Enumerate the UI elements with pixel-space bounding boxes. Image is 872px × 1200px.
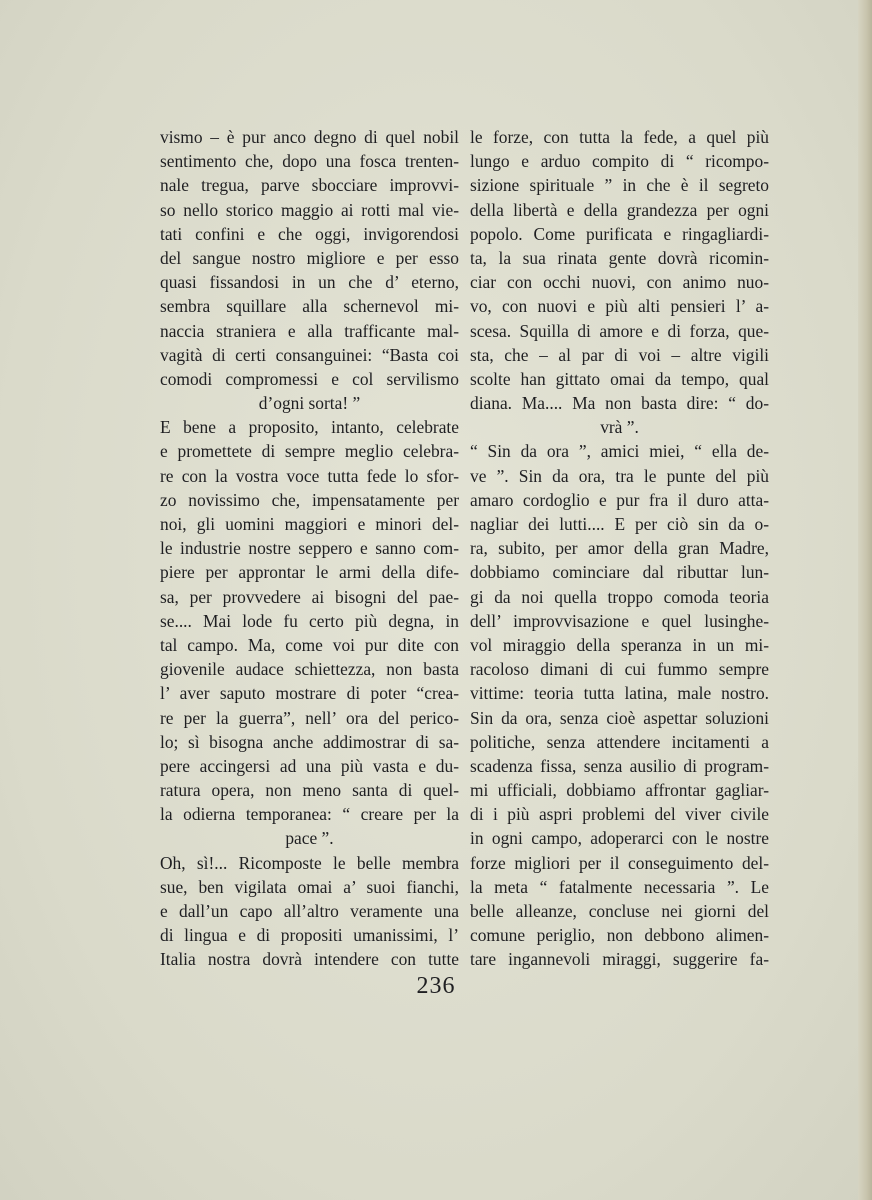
right-text-column bbox=[470, 125, 769, 972]
text-line: vo, con nuovi e più alti pensieri l’ a- bbox=[470, 296, 769, 317]
text-line: amaro cordoglio e pur fra il duro atta- bbox=[470, 489, 769, 510]
text-line: zo novissimo che, impensatamente per bbox=[160, 489, 459, 510]
text-line: l’ aver saputo mostrare di poter “crea- bbox=[160, 683, 459, 704]
text-line: tal campo. Ma, come voi pur dite con bbox=[160, 634, 459, 655]
text-line: ra, subito, per amor della gran Madre, bbox=[470, 538, 769, 559]
text-line: sizione spirituale ” in che è il segreto bbox=[470, 175, 769, 196]
text-line: le industrie nostre seppero e sanno com- bbox=[160, 538, 459, 559]
text-line: Sin da ora, senza cioè aspettar soluzioni bbox=[470, 707, 769, 728]
text-line: vittime: teoria tutta latina, male nostro. bbox=[470, 683, 769, 704]
text-line: mi ufficiali, dobbiamo affrontar gagliar- bbox=[470, 780, 769, 801]
text-line: ta, la sua rinata gente dovrà ricomin- bbox=[470, 247, 769, 268]
text-line: le forze, con tutta la fede, a quel più bbox=[470, 127, 769, 147]
text-line: ve ”. Sin da ora, tra le punte del più bbox=[470, 465, 769, 486]
text-line: dobbiamo cominciare dal ributtar lun- bbox=[470, 562, 769, 583]
text-line: vagità di certi consanguinei: “Basta coi bbox=[160, 344, 459, 365]
left-text-column bbox=[160, 125, 459, 972]
text-line: naccia straniera e alla trafficante mal- bbox=[160, 320, 459, 341]
text-line: la meta “ fatalmente necessaria ”. Le bbox=[470, 876, 769, 897]
text-line: giovenile audace schiettezza, non basta bbox=[160, 659, 459, 680]
text-line: sue, ben vigilata omai a’ suoi fianchi, bbox=[160, 876, 459, 897]
text-line: quasi fissandosi in un che d’ eterno, bbox=[160, 272, 459, 293]
text-line: del sangue nostro migliore e per esso bbox=[160, 247, 459, 268]
page-edge bbox=[858, 0, 872, 1200]
text-line: d’ogni sorta! ” bbox=[258, 393, 361, 414]
text-line: re per la guerra”, nell’ ora del perico- bbox=[160, 707, 459, 728]
text-line: sentimento che, dopo una fosca trenten- bbox=[160, 151, 459, 172]
text-line: comodi compromessi e col servilismo bbox=[160, 368, 459, 389]
text-line: racoloso dimani di cui fummo sempre bbox=[470, 659, 769, 680]
text-line: di i più aspri problemi del viver civile bbox=[470, 804, 769, 825]
text-line: vol miraggio della speranza in un mi- bbox=[470, 634, 769, 655]
text-line: comune periglio, non debbono alimen- bbox=[470, 925, 769, 946]
text-line: Italia nostra dovrà intendere con tutte bbox=[160, 949, 459, 970]
text-line: “ Sin da ora ”, amici miei, “ ella de- bbox=[470, 441, 769, 462]
text-line: nagliar dei lutti.... E per ciò sin da o- bbox=[470, 514, 769, 534]
text-line: pace ”. bbox=[285, 828, 334, 849]
text-line: nale tregua, parve sbocciare improvvi- bbox=[160, 175, 459, 196]
text-line: scadenza fissa, senza ausilio di program- bbox=[470, 755, 769, 776]
text-line: diana. Ma.... Ma non basta dire: “ do- bbox=[470, 393, 769, 414]
text-line: dell’ improvvisazione e quel lusinghe- bbox=[470, 610, 769, 631]
text-line: tati confini e che oggi, invigorendosi bbox=[160, 223, 459, 244]
text-line: in ogni campo, adoperarci con le nostre bbox=[470, 828, 769, 849]
text-line: re con la vostra voce tutta fede lo sfor- bbox=[160, 465, 459, 486]
text-line: noi, gli uomini maggiori e minori del- bbox=[160, 514, 459, 534]
text-line: lungo e arduo compito di “ ricompo- bbox=[470, 151, 769, 172]
text-line: vrà ”. bbox=[600, 417, 639, 438]
text-line: sta, che – al par di voi – altre vigili bbox=[470, 344, 769, 365]
text-line: la odierna temporanea: “ creare per la bbox=[160, 804, 459, 825]
text-line: ratura opera, non meno santa di quel- bbox=[160, 780, 459, 801]
page-number: 236 bbox=[416, 973, 456, 999]
text-line: tare ingannevoli miraggi, suggerire fa- bbox=[470, 949, 769, 970]
text-line: Oh, sì!... Ricomposte le belle membra bbox=[160, 852, 459, 873]
text-line: pere accingersi ad una più vasta e du- bbox=[160, 755, 459, 776]
text-line: vismo – è pur anco degno di quel nobil bbox=[160, 127, 459, 147]
text-line: lo; sì bisogna anche addimostrar di sa- bbox=[160, 731, 459, 752]
text-line: di lingua e di propositi umanissimi, l’ bbox=[160, 925, 459, 946]
text-line: e promettete di sempre meglio celebra- bbox=[160, 441, 459, 462]
text-line: sa, per provvedere ai bisogni del pae- bbox=[160, 586, 459, 607]
text-line: gi da noi quella troppo comoda teoria bbox=[470, 586, 769, 607]
text-line: belle alleanze, concluse nei giorni del bbox=[470, 901, 769, 921]
text-line: scesa. Squilla di amore e di forza, que- bbox=[470, 320, 769, 341]
text-line: E bene a proposito, intanto, celebrate bbox=[160, 417, 459, 438]
text-line: scolte han gittato omai da tempo, qual bbox=[470, 368, 769, 389]
text-line: sembra squillare alla schernevol mi- bbox=[160, 296, 459, 317]
text-line: ciar con occhi nuovi, con animo nuo- bbox=[470, 272, 769, 293]
text-line: politiche, senza attendere incitamenti a bbox=[470, 731, 769, 752]
text-line: piere per approntar le armi della dife- bbox=[160, 562, 459, 583]
text-line: so nello storico maggio ai rotti mal vie- bbox=[160, 199, 459, 220]
text-line: se.... Mai lode fu certo più degna, in bbox=[160, 610, 459, 631]
text-line: popolo. Come purificata e ringagliardi- bbox=[470, 223, 769, 244]
text-line: della libertà e della grandezza per ogni bbox=[470, 199, 769, 220]
text-line: e dall’un capo all’altro veramente una bbox=[160, 901, 459, 921]
text-line: forze migliori per il conseguimento del- bbox=[470, 852, 769, 873]
